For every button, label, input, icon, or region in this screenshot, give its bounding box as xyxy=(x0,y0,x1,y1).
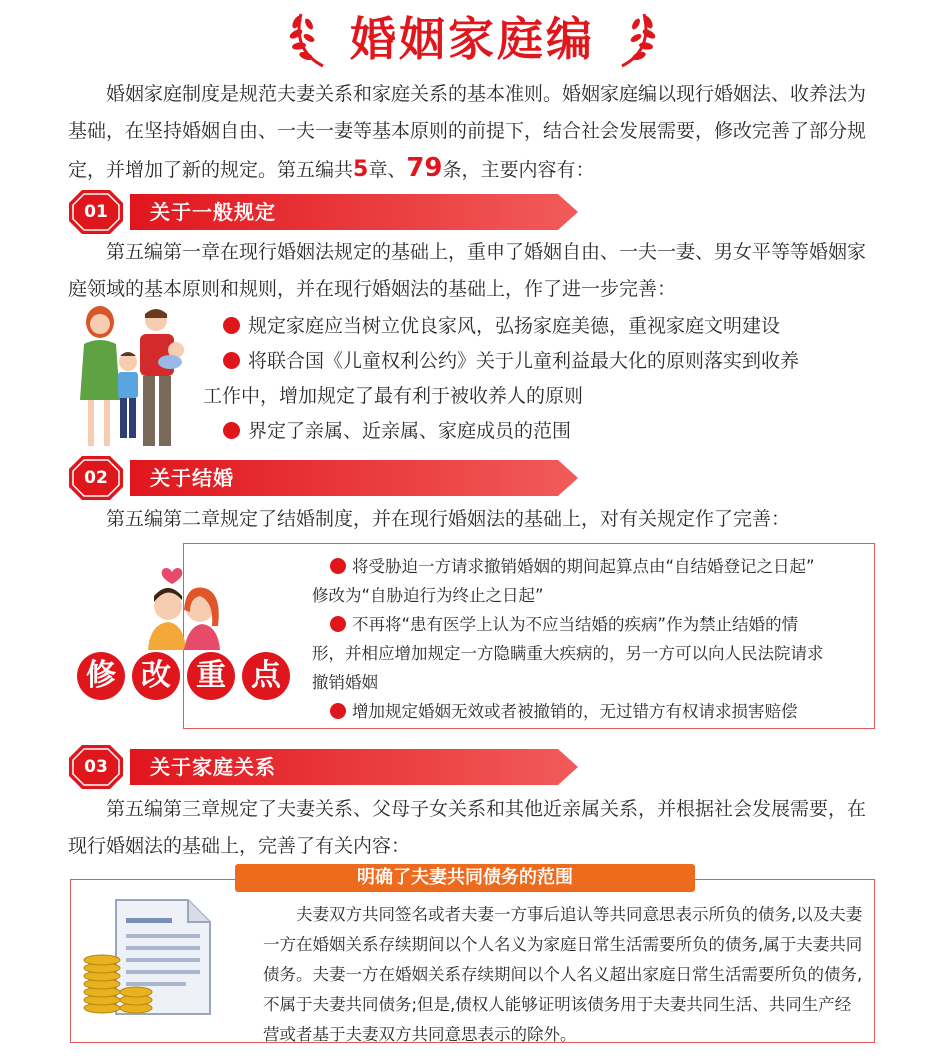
section1-number: 01 xyxy=(84,202,108,222)
section3-badge xyxy=(68,744,124,790)
seal-char-2: 改 xyxy=(132,652,180,700)
list-item: 界定了亲属、近亲属、家庭成员的范围 xyxy=(203,414,893,449)
intro-text: 婚姻家庭制度是规范夫妻关系和家庭关系的基本准则。婚姻家庭编以现行婚姻法、收养法为基础，在坚持婚姻自由、一夫一妻等基本原则的前提下，结合社会发展需要，修改完善了部分规定，并增加了新的规定。第五编共 xyxy=(68,83,867,181)
list-item: 规定家庭应当树立优良家风，弘扬家庭美德，重视家庭文明建设 xyxy=(203,309,893,344)
bullet-dot-icon xyxy=(330,616,346,632)
section1-paragraph: 第五编第一章在现行婚姻法规定的基础上，重申了婚姻自由、一夫一妻、男女平等等婚姻家庭领域的基本原则和规则，并在现行婚姻法的基础上，作了进一步完善： xyxy=(68,241,867,300)
couple-illustration xyxy=(138,566,230,650)
seal-char-1: 修 xyxy=(77,652,125,700)
section3-heading: 关于家庭关系 xyxy=(150,755,276,779)
section3-heading-bar xyxy=(130,749,578,785)
document-coins-illustration xyxy=(80,896,230,1020)
seal-char-4: 点 xyxy=(242,652,290,700)
bullet-dot-icon xyxy=(330,558,346,574)
section2-heading: 关于结婚 xyxy=(150,466,234,490)
section2-bullets xyxy=(312,552,872,726)
section3-paragraph: 第五编第三章规定了夫妻关系、父母子女关系和其他近亲属关系，并根据社会发展需要，在现行婚姻法的基础上，完善了有关内容： xyxy=(68,798,867,857)
section2-paragraph: 第五编第二章规定了结婚制度，并在现行婚姻法的基础上，对有关规定作了完善： xyxy=(106,508,791,530)
list-item: 将受胁迫一方请求撤销婚姻的期间起算点由“自结婚登记之日起” xyxy=(312,552,872,581)
intro-paragraph xyxy=(68,76,883,189)
page-title: 婚姻家庭编 xyxy=(350,12,595,66)
section2-heading-bar xyxy=(130,460,578,496)
chapter-unit: 章、 xyxy=(368,159,407,181)
list-item: 不再将“患有医学上认为不应当结婚的疾病”作为禁止结婚的情 xyxy=(312,610,872,639)
section3-number: 03 xyxy=(84,757,108,777)
list-item-continuation: 撤销婚姻 xyxy=(312,673,378,692)
bullet-dot-icon xyxy=(223,317,240,334)
laurel-right-icon xyxy=(614,8,658,70)
section2-number: 02 xyxy=(84,468,108,488)
section1-badge xyxy=(68,189,124,235)
chapter-count: 5 xyxy=(353,157,369,182)
bullet-dot-icon xyxy=(223,352,240,369)
section2-badge xyxy=(68,455,124,501)
list-item: 将联合国《儿童权利公约》关于儿童利益最大化的原则落实到收养 xyxy=(203,344,893,379)
section1-heading-bar xyxy=(130,194,578,230)
bullet-dot-icon xyxy=(223,422,240,439)
intro-tail: 条，主要内容有： xyxy=(442,159,595,181)
bullet-dot-icon xyxy=(330,703,346,719)
section1-heading: 关于一般规定 xyxy=(150,200,276,224)
list-item-continuation: 修改为“自胁迫行为终止之日起” xyxy=(312,586,544,605)
section3-box-title: 明确了夫妻共同债务的范围 xyxy=(235,864,695,892)
family-illustration xyxy=(70,304,195,450)
seal-char-3: 重 xyxy=(187,652,235,700)
list-item: 增加规定婚姻无效或者被撤销的，无过错方有权请求损害赔偿 xyxy=(312,697,872,726)
article-count: 79 xyxy=(406,153,443,183)
list-item-continuation: 工作中，增加规定了最有利于被收养人的原则 xyxy=(203,385,584,407)
laurel-left-icon xyxy=(287,8,331,70)
section1-bullets xyxy=(203,309,893,449)
section3-box-text: 夫妻双方共同签名或者夫妻一方事后追认等共同意思表示所负的债务,以及夫妻一方在婚姻关系存续期间以个人名义为家庭日常生活需要所负的债务,属于夫妻共同债务。夫妻一方在婚姻关系存续期间以个人名义超出家庭日常生活需要所负的债务,不属于夫妻共同债务;但是,债权人能够证明该债务用于夫妻共同生活、共同生产经营或者基于夫妻双方共同意思表示的除外。 xyxy=(263,905,863,1044)
list-item-continuation: 形，并相应增加规定一方隐瞒重大疾病的，另一方可以向人民法院请求 xyxy=(312,644,824,663)
page-title-area xyxy=(0,4,945,74)
